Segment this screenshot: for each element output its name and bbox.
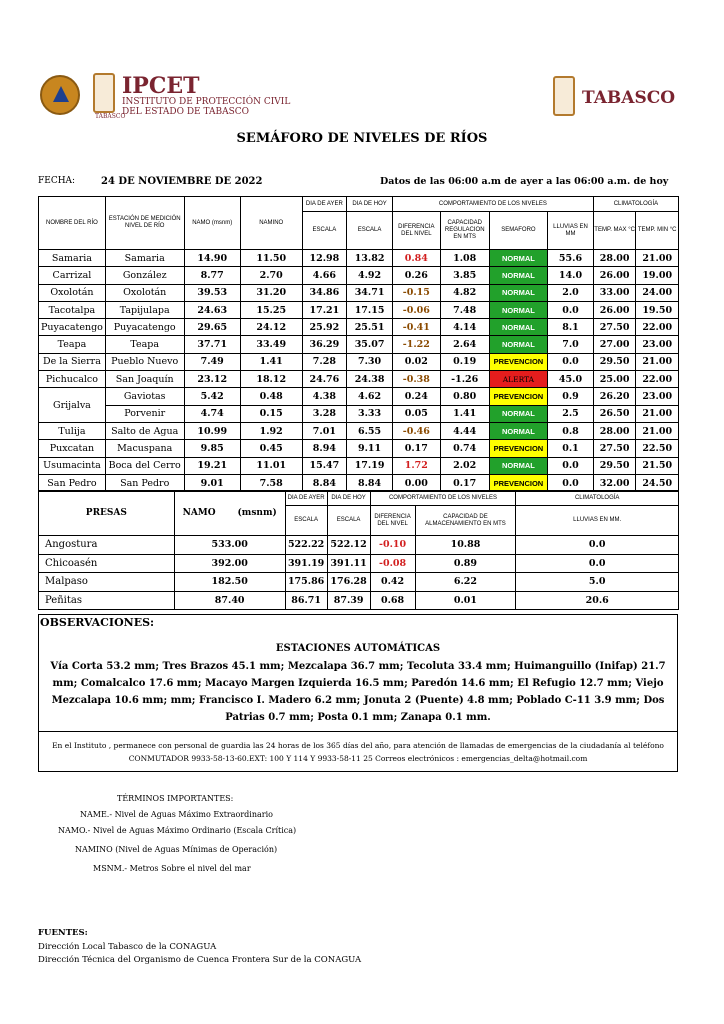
cell-lluvia: 0.1 (548, 440, 594, 457)
dam-cell-lluvia: 0.0 (516, 536, 679, 555)
cell-rio: Samaria (39, 250, 106, 267)
cell-sem: NORMAL (489, 250, 547, 267)
org-line-2: DEL ESTADO DE TABASCO (122, 107, 250, 117)
cell-tmax: 26.00 (593, 267, 636, 284)
cell-lluvia: 14.0 (548, 267, 594, 284)
cell-rio: Tacotalpa (39, 301, 106, 318)
table-row (39, 336, 679, 353)
cell-estacion: Salto de Agua (105, 422, 184, 439)
cell-namo: 24.63 (184, 301, 240, 318)
cell-tmin: 24.00 (636, 284, 679, 301)
cell-lluvia: 55.6 (548, 250, 594, 267)
cell-ayer: 4.38 (302, 388, 347, 405)
cell-sem: NORMAL (489, 319, 547, 336)
cell-rio: San Pedro (39, 474, 106, 491)
col-comportamiento-presa: COMPORTAMIENTO DE LOS NIVELES (370, 491, 516, 506)
cell-tmin: 23.00 (636, 336, 679, 353)
cell-namino: 2.70 (240, 267, 302, 284)
dam-cell-presa: Angostura (39, 536, 175, 555)
cell-estacion: Tapijulapa (105, 301, 184, 318)
cell-sem: NORMAL (489, 336, 547, 353)
cell-sem: NORMAL (489, 422, 547, 439)
dam-cell-namo: 533.00 (174, 536, 285, 555)
rivers-table (38, 196, 679, 492)
fuentes-title: FUENTES: (38, 928, 88, 938)
table-row (39, 405, 679, 422)
cell-hoy: 4.62 (347, 388, 393, 405)
table-row (39, 267, 679, 284)
cell-namino: 1.41 (240, 353, 302, 370)
cell-hoy: 17.15 (347, 301, 393, 318)
cell-tmax: 28.00 (593, 250, 636, 267)
cell-dif: -0.41 (392, 319, 440, 336)
dam-cell-ayer: 175.86 (285, 573, 327, 592)
cell-hoy: 35.07 (347, 336, 393, 353)
cell-sem: PREVENCION (489, 388, 547, 405)
cell-ayer: 17.21 (302, 301, 347, 318)
cell-namo: 23.12 (184, 371, 240, 388)
cell-namino: 0.48 (240, 388, 302, 405)
table-row (39, 371, 679, 388)
instituto-line-2: CONMUTADOR 9933-58-13-60.EXT: 100 Y 114 Y 9933-58-11 25 Correos electrónicos : emergencias_delta@hotmail.com (128, 754, 588, 763)
cell-tmin: 22.50 (636, 440, 679, 457)
cell-sem: ALERTA (489, 371, 547, 388)
termino-namo: NAMO.- Nivel de Aguas Máximo Ordinario (Escala Crítica) (58, 826, 297, 835)
cell-dif: -0.06 (392, 301, 440, 318)
cell-dif: 1.72 (392, 457, 440, 474)
cell-hoy: 8.84 (347, 474, 393, 491)
tabasco-small-label: TABASCO (95, 113, 126, 120)
dam-cell-namo: 87.40 (174, 591, 285, 610)
cell-estacion: Oxolotán (105, 284, 184, 301)
table-row (39, 319, 679, 336)
cell-namo: 29.65 (184, 319, 240, 336)
dam-cell-presa: Peñitas (39, 591, 175, 610)
col-capacidad: CAPACIDAD REGULACION EN MTS (440, 212, 489, 250)
termino-name: NAME.- Nivel de Aguas Máximo Extraordinario (80, 810, 273, 819)
cell-estacion: Macuspana (105, 440, 184, 457)
cell-namo: 8.77 (184, 267, 240, 284)
tabasco-crest-icon (93, 73, 115, 113)
cell-cap: 4.14 (440, 319, 489, 336)
org-full-name (122, 97, 290, 117)
cell-namo: 4.74 (184, 405, 240, 422)
dam-row (39, 554, 679, 573)
dam-cell-hoy: 391.11 (327, 554, 370, 573)
cell-ayer: 7.01 (302, 422, 347, 439)
cell-namo: 9.01 (184, 474, 240, 491)
table-row (39, 301, 679, 318)
cell-ayer: 25.92 (302, 319, 347, 336)
cell-lluvia: 2.5 (548, 405, 594, 422)
cell-tmin: 22.00 (636, 371, 679, 388)
cell-estacion: Porvenir (105, 405, 184, 422)
cell-tmax: 27.50 (593, 319, 636, 336)
cell-rio: Teapa (39, 336, 106, 353)
proteccion-civil-logo (40, 75, 80, 115)
cell-cap: 0.17 (440, 474, 489, 491)
cell-lluvia: 0.0 (548, 457, 594, 474)
cell-lluvia: 0.0 (548, 301, 594, 318)
dam-cell-dif: 0.68 (370, 591, 415, 610)
cell-ayer: 8.94 (302, 440, 347, 457)
cell-tmax: 29.50 (593, 353, 636, 370)
col-dia-hoy-presa: DIA DE HOY (327, 491, 370, 506)
cell-lluvia: 45.0 (548, 371, 594, 388)
cell-tmax: 25.00 (593, 371, 636, 388)
col-temp-min: TEMP. MIN °C (636, 212, 679, 250)
cell-namino: 33.49 (240, 336, 302, 353)
cell-hoy: 34.71 (347, 284, 393, 301)
table-row (39, 388, 679, 405)
col-dia-ayer-presa: DIA DE AYER (285, 491, 327, 506)
cell-namino: 11.01 (240, 457, 302, 474)
cell-hoy: 13.82 (347, 250, 393, 267)
cell-tmin: 24.50 (636, 474, 679, 491)
org-line-1: INSTITUTO DE PROTECCIÓN CIVIL (122, 97, 291, 107)
cell-tmin: 22.00 (636, 319, 679, 336)
cell-hoy: 6.55 (347, 422, 393, 439)
cell-namo: 9.85 (184, 440, 240, 457)
cell-estacion: Teapa (105, 336, 184, 353)
cell-namo: 14.90 (184, 250, 240, 267)
cell-tmin: 21.00 (636, 422, 679, 439)
cell-ayer: 15.47 (302, 457, 347, 474)
cell-cap: 1.41 (440, 405, 489, 422)
cell-ayer: 36.29 (302, 336, 347, 353)
cell-sem: PREVENCION (489, 440, 547, 457)
tabasco-crest-right-icon (553, 76, 575, 116)
cell-rio: Puyacatengo (39, 319, 106, 336)
org-short-name: IPCET (122, 73, 200, 99)
col-namo: NAMO (msnm) (184, 197, 240, 250)
cell-namo: 19.21 (184, 457, 240, 474)
cell-namo: 39.53 (184, 284, 240, 301)
cell-cap: 3.85 (440, 267, 489, 284)
col-namo-msnm (174, 491, 285, 536)
dam-cell-hoy: 176.28 (327, 573, 370, 592)
cell-lluvia: 0.0 (548, 474, 594, 491)
cell-ayer: 12.98 (302, 250, 347, 267)
cell-cap: 0.19 (440, 353, 489, 370)
cell-namo: 7.49 (184, 353, 240, 370)
cell-tmin: 21.00 (636, 405, 679, 422)
table-row (39, 353, 679, 370)
table-row (39, 284, 679, 301)
cell-estacion: Pueblo Nuevo (105, 353, 184, 370)
col-temp-max: TEMP. MAX °C (593, 212, 636, 250)
cell-estacion: Gaviotas (105, 388, 184, 405)
cell-dif: 0.24 (392, 388, 440, 405)
cell-cap: 4.82 (440, 284, 489, 301)
cell-rio: Grijalva (39, 388, 106, 423)
dam-cell-hoy: 522.12 (327, 536, 370, 555)
table-row (39, 250, 679, 267)
cell-namino: 11.50 (240, 250, 302, 267)
cell-dif: -1.22 (392, 336, 440, 353)
dam-cell-cap: 6.22 (415, 573, 516, 592)
state-name: TABASCO (582, 88, 676, 108)
cell-rio: Puxcatan (39, 440, 106, 457)
dam-cell-ayer: 391.19 (285, 554, 327, 573)
col-semaforo: SEMAFORO (489, 212, 547, 250)
cell-namino: 18.12 (240, 371, 302, 388)
cell-hoy: 25.51 (347, 319, 393, 336)
cell-lluvia: 0.9 (548, 388, 594, 405)
cell-tmin: 19.50 (636, 301, 679, 318)
dam-row (39, 536, 679, 555)
cell-ayer: 7.28 (302, 353, 347, 370)
col-namino: NAMINO (240, 197, 302, 250)
cell-sem: NORMAL (489, 284, 547, 301)
dams-table (38, 490, 679, 610)
cell-ayer: 3.28 (302, 405, 347, 422)
cell-tmax: 26.20 (593, 388, 636, 405)
cell-namo: 37.71 (184, 336, 240, 353)
terminos-title: TÉRMINOS IMPORTANTES: (117, 794, 234, 803)
cell-cap: 4.44 (440, 422, 489, 439)
cell-tmax: 26.50 (593, 405, 636, 422)
col-presas: PRESAS (39, 491, 175, 536)
cell-cap: 2.02 (440, 457, 489, 474)
page-title: SEMÁFORO DE NIVELES DE RÍOS (236, 131, 488, 146)
cell-tmin: 21.50 (636, 457, 679, 474)
cell-dif: 0.17 (392, 440, 440, 457)
cell-tmin: 23.00 (636, 388, 679, 405)
cell-namino: 15.25 (240, 301, 302, 318)
termino-msnm: MSNM.- Metros Sobre el nivel del mar (93, 864, 251, 873)
cell-hoy: 4.92 (347, 267, 393, 284)
cell-sem: NORMAL (489, 301, 547, 318)
cell-rio: Tulija (39, 422, 106, 439)
cell-rio: Oxolotán (39, 284, 106, 301)
col-escala-ayer: ESCALA (302, 212, 347, 250)
cell-tmax: 27.00 (593, 336, 636, 353)
cell-tmin: 21.00 (636, 353, 679, 370)
termino-namino: NAMINO (Nivel de Aguas Mínimas de Operación) (75, 845, 278, 854)
dam-cell-namo: 182.50 (174, 573, 285, 592)
dam-cell-cap: 0.89 (415, 554, 516, 573)
col-comportamiento: COMPORTAMIENTO DE LOS NIVELES (392, 197, 593, 212)
dam-cell-dif: -0.08 (370, 554, 415, 573)
col-climatologia-presa: CLIMATOLOGÍA (516, 491, 679, 506)
cell-cap: 1.08 (440, 250, 489, 267)
cell-tmax: 27.50 (593, 440, 636, 457)
cell-ayer: 8.84 (302, 474, 347, 491)
cell-dif: 0.84 (392, 250, 440, 267)
cell-sem: NORMAL (489, 457, 547, 474)
dam-cell-namo: 392.00 (174, 554, 285, 573)
cell-lluvia: 0.8 (548, 422, 594, 439)
cell-dif: 0.05 (392, 405, 440, 422)
cell-hoy: 3.33 (347, 405, 393, 422)
dam-cell-dif: 0.42 (370, 573, 415, 592)
dam-row (39, 591, 679, 610)
cell-cap: 2.64 (440, 336, 489, 353)
cell-sem: NORMAL (489, 267, 547, 284)
cell-dif: -0.15 (392, 284, 440, 301)
cell-tmin: 19.00 (636, 267, 679, 284)
cell-rio: De la Sierra (39, 353, 106, 370)
cell-hoy: 9.11 (347, 440, 393, 457)
cell-estacion: San Pedro (105, 474, 184, 491)
cell-tmin: 21.00 (636, 250, 679, 267)
estaciones-text: Vía Corta 53.2 mm; Tres Brazos 45.1 mm; Mezcalapa 36.7 mm; Tecoluta 33.4 mm; Huimanguillo (Inifap) 21.7 mm; Comalcalco 17.6 mm; Macayo Margen Izquierda 16.5 mm; Paredón 14.6 mm; El Refugio 12.7 mm; Viejo Mezcalapa 10.6 mm; mm; Francisco I. Madero 6.2 mm; Jonuta 2 (Puente) 4.8 mm; Poblado C-11 3.9 mm; Dos Patrias 0.7 mm; Posta 0.1 mm; Zanapa 0.1 mm. (50, 661, 666, 723)
col-capacidad-presa: CAPACIDAD DE ALMACENAMIENTO EN MTS (415, 506, 516, 536)
estaciones-title: ESTACIONES AUTOMÁTICAS (275, 643, 441, 654)
cell-estacion: González (105, 267, 184, 284)
cell-lluvia: 0.0 (548, 353, 594, 370)
cell-sem: PREVENCION (489, 353, 547, 370)
dam-cell-ayer: 86.71 (285, 591, 327, 610)
cell-namino: 0.45 (240, 440, 302, 457)
cell-namino: 24.12 (240, 319, 302, 336)
cell-lluvia: 7.0 (548, 336, 594, 353)
cell-namo: 10.99 (184, 422, 240, 439)
msnm-label: (msnm) (237, 507, 277, 518)
col-escala-hoy-presa: ESCALA (327, 506, 370, 536)
table-row (39, 422, 679, 439)
cell-tmax: 33.00 (593, 284, 636, 301)
fuente-2: Dirección Técnica del Organismo de Cuenca Frontera Sur de la CONAGUA (38, 955, 362, 965)
cell-tmax: 28.00 (593, 422, 636, 439)
cell-namino: 31.20 (240, 284, 302, 301)
cell-ayer: 24.76 (302, 371, 347, 388)
cell-ayer: 4.66 (302, 267, 347, 284)
cell-hoy: 17.19 (347, 457, 393, 474)
cell-cap: 0.80 (440, 388, 489, 405)
cell-dif: 0.26 (392, 267, 440, 284)
dam-cell-presa: Chicoasén (39, 554, 175, 573)
report-date: 24 DE NOVIEMBRE DE 2022 (101, 176, 263, 187)
col-nombre-rio: NOMBRE DEL RÍO (39, 197, 106, 250)
cell-sem: PREVENCION (489, 474, 547, 491)
fuente-1: Dirección Local Tabasco de la CONAGUA (38, 942, 217, 952)
cell-dif: 0.02 (392, 353, 440, 370)
dam-cell-hoy: 87.39 (327, 591, 370, 610)
cell-hoy: 7.30 (347, 353, 393, 370)
cell-cap: 0.74 (440, 440, 489, 457)
cell-dif: -0.46 (392, 422, 440, 439)
table-row (39, 457, 679, 474)
col-escala-hoy: ESCALA (347, 212, 393, 250)
cell-tmax: 32.00 (593, 474, 636, 491)
cell-ayer: 34.86 (302, 284, 347, 301)
cell-cap: 7.48 (440, 301, 489, 318)
cell-rio: Usumacinta (39, 457, 106, 474)
cell-lluvia: 8.1 (548, 319, 594, 336)
cell-dif: -0.38 (392, 371, 440, 388)
dam-cell-presa: Malpaso (39, 573, 175, 592)
dam-cell-lluvia: 20.6 (516, 591, 679, 610)
cell-namo: 5.42 (184, 388, 240, 405)
namo-label: NAMO (182, 507, 216, 518)
data-range: Datos de las 06:00 a.m de ayer a las 06:00 a.m. de hoy (380, 176, 669, 187)
fecha-label: FECHA: (38, 176, 76, 186)
col-dia-hoy: DIA DE HOY (347, 197, 393, 212)
dam-cell-dif: -0.10 (370, 536, 415, 555)
cell-dif: 0.00 (392, 474, 440, 491)
dam-cell-ayer: 522.22 (285, 536, 327, 555)
cell-estacion: Samaria (105, 250, 184, 267)
dam-cell-cap: 0.01 (415, 591, 516, 610)
cell-estacion: Puyacatengo (105, 319, 184, 336)
cell-cap: -1.26 (440, 371, 489, 388)
dam-cell-lluvia: 0.0 (516, 554, 679, 573)
dam-row (39, 573, 679, 592)
col-escala-ayer-presa: ESCALA (285, 506, 327, 536)
divider (38, 731, 678, 732)
instituto-note (44, 739, 672, 765)
cell-tmax: 29.50 (593, 457, 636, 474)
col-diferencia: DIFERENCIA DEL NIVEL (392, 212, 440, 250)
cell-namino: 0.15 (240, 405, 302, 422)
cell-estacion: San Joaquín (105, 371, 184, 388)
cell-lluvia: 2.0 (548, 284, 594, 301)
dam-cell-cap: 10.88 (415, 536, 516, 555)
instituto-line-1: En el Instituto , permanece con personal de guardia las 24 horas de los 365 días del año, para atención de llamadas de emergencias de la ciudadanía al teléfono (52, 741, 664, 750)
cell-estacion: Boca del Cerro (105, 457, 184, 474)
table-row (39, 440, 679, 457)
cell-rio: Pichucalco (39, 371, 106, 388)
cell-hoy: 24.38 (347, 371, 393, 388)
cell-namino: 7.58 (240, 474, 302, 491)
cell-rio: Carrizal (39, 267, 106, 284)
col-lluvias: LLUVIAS EN MM (548, 212, 594, 250)
col-diferencia-presa: DIFERENCIA DEL NIVEL (370, 506, 415, 536)
col-dia-ayer: DIA DE AYER (302, 197, 347, 212)
cell-tmax: 26.00 (593, 301, 636, 318)
dam-cell-lluvia: 5.0 (516, 573, 679, 592)
col-lluvias-presa: LLUVIAS EN MM. (516, 506, 679, 536)
observaciones-title: OBSERVACIONES: (40, 616, 155, 629)
cell-namino: 1.92 (240, 422, 302, 439)
col-climatologia: CLIMATOLOGÍA (593, 197, 678, 212)
col-estacion: ESTACIÓN DE MEDICIÓN NIVEL DE RÍO (105, 197, 184, 250)
cell-sem: NORMAL (489, 405, 547, 422)
